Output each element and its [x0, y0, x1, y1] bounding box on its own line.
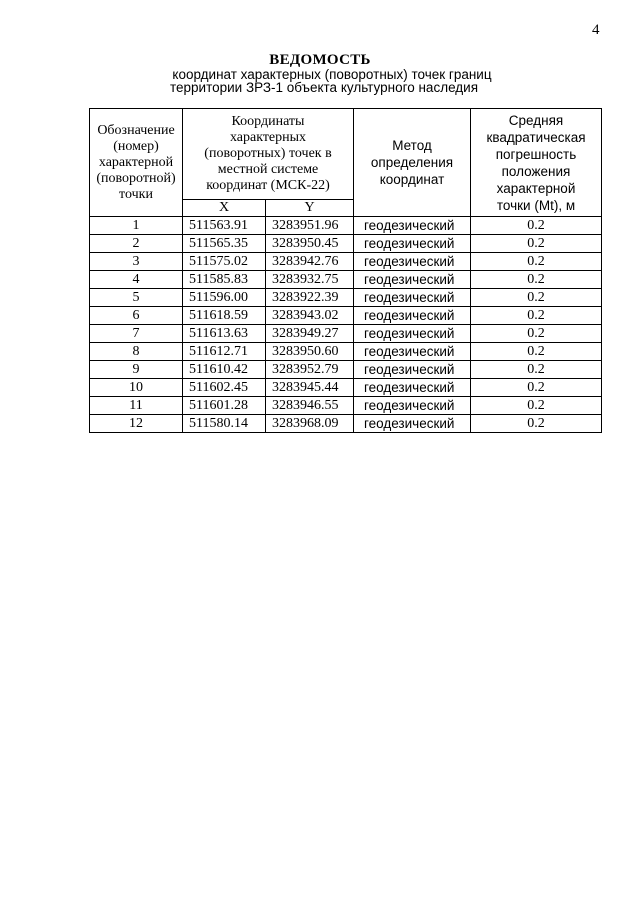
method-cell: геодезический: [354, 397, 471, 415]
table-row: [90, 289, 602, 307]
header-method: Метод определения координат: [354, 109, 471, 217]
y-coordinate-cell: 3283945.44: [266, 379, 354, 397]
method-cell: геодезический: [354, 343, 471, 361]
method-cell: геодезический: [354, 379, 471, 397]
method-cell: геодезический: [354, 415, 471, 433]
table-row: [90, 343, 602, 361]
point-number-cell: 1: [90, 217, 183, 235]
table-row: [90, 397, 602, 415]
method-cell: геодезический: [354, 217, 471, 235]
error-cell: 0.2: [471, 271, 602, 289]
error-cell: 0.2: [471, 343, 602, 361]
x-coordinate-cell: 511602.45: [183, 379, 266, 397]
document-subtitle-line-1: координат характерных (поворотных) точек границ: [172, 67, 492, 82]
table-header-row: [90, 109, 602, 200]
document-title: ВЕДОМОСТЬ: [269, 52, 371, 68]
error-cell: 0.2: [471, 253, 602, 271]
x-coordinate-cell: 511601.28: [183, 397, 266, 415]
y-coordinate-cell: 3283942.76: [266, 253, 354, 271]
point-number-cell: 11: [90, 397, 183, 415]
y-coordinate-cell: 3283943.02: [266, 307, 354, 325]
header-x: X: [183, 199, 266, 216]
y-coordinate-cell: 3283946.55: [266, 397, 354, 415]
point-number-cell: 3: [90, 253, 183, 271]
y-coordinate-cell: 3283949.27: [266, 325, 354, 343]
error-cell: 0.2: [471, 307, 602, 325]
table-row: [90, 415, 602, 433]
x-coordinate-cell: 511596.00: [183, 289, 266, 307]
x-coordinate-cell: 511585.83: [183, 271, 266, 289]
error-cell: 0.2: [471, 235, 602, 253]
y-coordinate-cell: 3283950.45: [266, 235, 354, 253]
y-coordinate-cell: 3283951.96: [266, 217, 354, 235]
method-cell: геодезический: [354, 289, 471, 307]
point-number-cell: 9: [90, 361, 183, 379]
point-number-cell: 8: [90, 343, 183, 361]
method-cell: геодезический: [354, 235, 471, 253]
x-coordinate-cell: 511612.71: [183, 343, 266, 361]
method-cell: геодезический: [354, 253, 471, 271]
x-coordinate-cell: 511618.59: [183, 307, 266, 325]
error-cell: 0.2: [471, 361, 602, 379]
table-row: [90, 253, 602, 271]
point-number-cell: 6: [90, 307, 183, 325]
table-row: [90, 325, 602, 343]
table-row: [90, 235, 602, 253]
y-coordinate-cell: 3283950.60: [266, 343, 354, 361]
table-row: [90, 361, 602, 379]
header-designation: Обозначение (номер) характерной (поворотной) точки: [90, 109, 183, 217]
table-row: [90, 217, 602, 235]
y-coordinate-cell: 3283952.79: [266, 361, 354, 379]
error-cell: 0.2: [471, 397, 602, 415]
point-number-cell: 10: [90, 379, 183, 397]
header-y: Y: [266, 199, 354, 216]
coordinates-table: [89, 108, 602, 433]
y-coordinate-cell: 3283932.75: [266, 271, 354, 289]
x-coordinate-cell: 511613.63: [183, 325, 266, 343]
table-row: [90, 379, 602, 397]
page-number: 4: [592, 22, 600, 38]
point-number-cell: 4: [90, 271, 183, 289]
method-cell: геодезический: [354, 271, 471, 289]
header-error: Средняя квадратическая погрешность положения характерной точки (Mt), м: [471, 109, 602, 217]
error-cell: 0.2: [471, 325, 602, 343]
y-coordinate-cell: 3283922.39: [266, 289, 354, 307]
x-coordinate-cell: 511563.91: [183, 217, 266, 235]
x-coordinate-cell: 511610.42: [183, 361, 266, 379]
point-number-cell: 12: [90, 415, 183, 433]
error-cell: 0.2: [471, 415, 602, 433]
point-number-cell: 2: [90, 235, 183, 253]
error-cell: 0.2: [471, 379, 602, 397]
document-subtitle-line-2: территории ЗРЗ-1 объекта культурного наследия: [169, 80, 479, 95]
error-cell: 0.2: [471, 289, 602, 307]
table-row: [90, 271, 602, 289]
method-cell: геодезический: [354, 325, 471, 343]
table-row: [90, 307, 602, 325]
x-coordinate-cell: 511580.14: [183, 415, 266, 433]
y-coordinate-cell: 3283968.09: [266, 415, 354, 433]
x-coordinate-cell: 511575.02: [183, 253, 266, 271]
error-cell: 0.2: [471, 217, 602, 235]
point-number-cell: 5: [90, 289, 183, 307]
method-cell: геодезический: [354, 307, 471, 325]
header-coordinates: Координаты характерных (поворотных) точек в местной системе координат (МСК-22): [183, 109, 354, 200]
point-number-cell: 7: [90, 325, 183, 343]
method-cell: геодезический: [354, 361, 471, 379]
x-coordinate-cell: 511565.35: [183, 235, 266, 253]
